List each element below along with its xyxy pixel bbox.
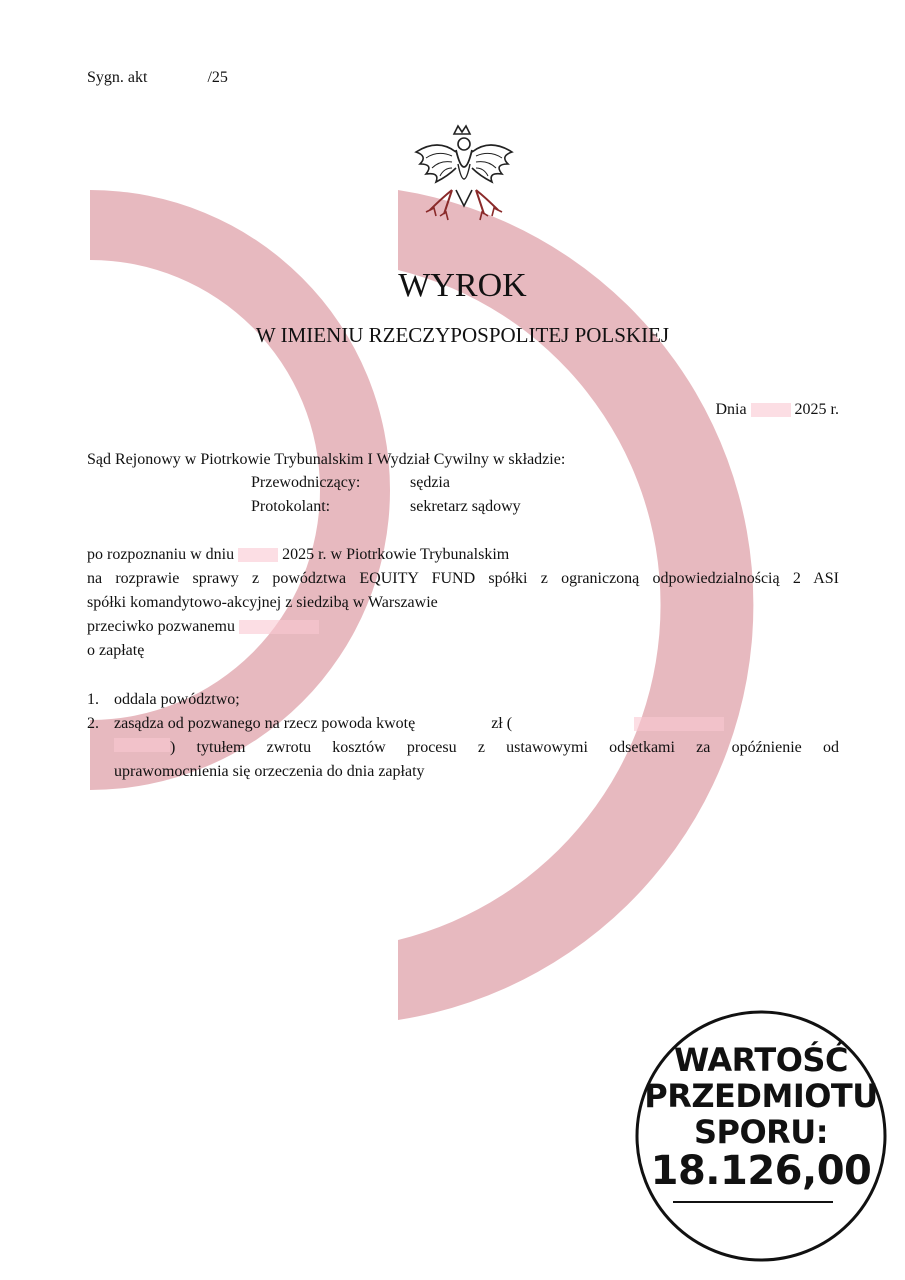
judgment-item-2-line-1 [114, 714, 724, 734]
judgment-item-2-part-c: zł ( [491, 715, 513, 732]
stamp-line-2: PRZEDMIOTU [644, 1077, 878, 1115]
judgment-item-1-number: 1. [87, 691, 99, 708]
defendant-label: przeciwko pozwanemu [87, 618, 235, 635]
watermark-arc-right [398, 190, 753, 1020]
redacted-judge-name [454, 476, 534, 490]
proceedings-line-2: na rozprawie sprawy z powództwa EQUITY FUND spółki z ograniczoną odpowiedzialnością 2 ASI [87, 570, 839, 587]
judgment-item-2-part-b: kwotę [376, 715, 416, 732]
clerk-value [410, 497, 565, 517]
redacted-amount-words-end [114, 738, 170, 752]
judgment-item-1-text: oddala powództwo; [114, 691, 240, 708]
proceedings-line-4 [87, 617, 319, 637]
redacted-defendant-name [239, 620, 319, 634]
case-number-prefix: Sygn. akt [87, 69, 148, 86]
proceedings-line-3: spółki komandytowo-akcyjnej z siedzibą w Warszawie [87, 594, 438, 611]
presiding-title: sędzia [410, 474, 450, 491]
redacted-clerk-name [525, 500, 565, 514]
date-line [715, 400, 839, 420]
presiding-value [410, 473, 534, 493]
redacted-date [751, 403, 791, 417]
judgment-item-2-number: 2. [87, 715, 99, 732]
date-prefix: Dnia [715, 401, 747, 418]
eagle-emblem [408, 124, 520, 228]
redacted-hearing-date [238, 548, 278, 562]
redacted-amount-words [634, 717, 724, 731]
clerk-label: Protokolant: [251, 498, 331, 515]
proceedings-date-suffix: 2025 r. w Piotrkowie Trybunalskim [282, 546, 510, 563]
clerk-title: sekretarz sądowy [410, 498, 521, 515]
proceedings-date-prefix: po rozpoznaniu w dniu [87, 546, 235, 563]
proceedings-line-5: o zapłatę [87, 642, 145, 659]
court-composition-intro: Sąd Rejonowy w Piotrkowie Trybunalskim I Wydział Cywilny w składzie: [87, 451, 566, 468]
proceedings-line-1 [87, 545, 509, 565]
case-number-suffix: /25 [207, 69, 228, 86]
judgment-item-2-line-3: uprawomocnienia się orzeczenia do dnia zapłaty [114, 763, 425, 780]
document-subtitle: W IMIENIU RZECZYPOSPOLITEJ POLSKIEJ [255, 323, 670, 347]
date-suffix: 2025 r. [794, 401, 839, 418]
case-number [87, 68, 228, 88]
dispute-value-stamp [633, 1008, 889, 1264]
judgment-item-2-line-2-text: ) tytułem zwrotu kosztów procesu z ustawowymi odsetkami za opóźnienie od [170, 739, 839, 756]
judgment-item-2-line-2 [114, 738, 839, 758]
redacted-amount [419, 717, 487, 731]
stamp-line-3: SPORU: [693, 1113, 829, 1151]
document-title: WYROK [398, 267, 527, 304]
redacted-case-number [151, 71, 207, 85]
judgment-item-2-part-a: zasądza od pozwanego na rzecz powoda [114, 715, 373, 732]
presiding-label: Przewodniczący: [251, 474, 361, 491]
stamp-value: 18.126,00 [650, 1148, 872, 1194]
stamp-line-1: WARTOŚĆ [674, 1041, 848, 1079]
